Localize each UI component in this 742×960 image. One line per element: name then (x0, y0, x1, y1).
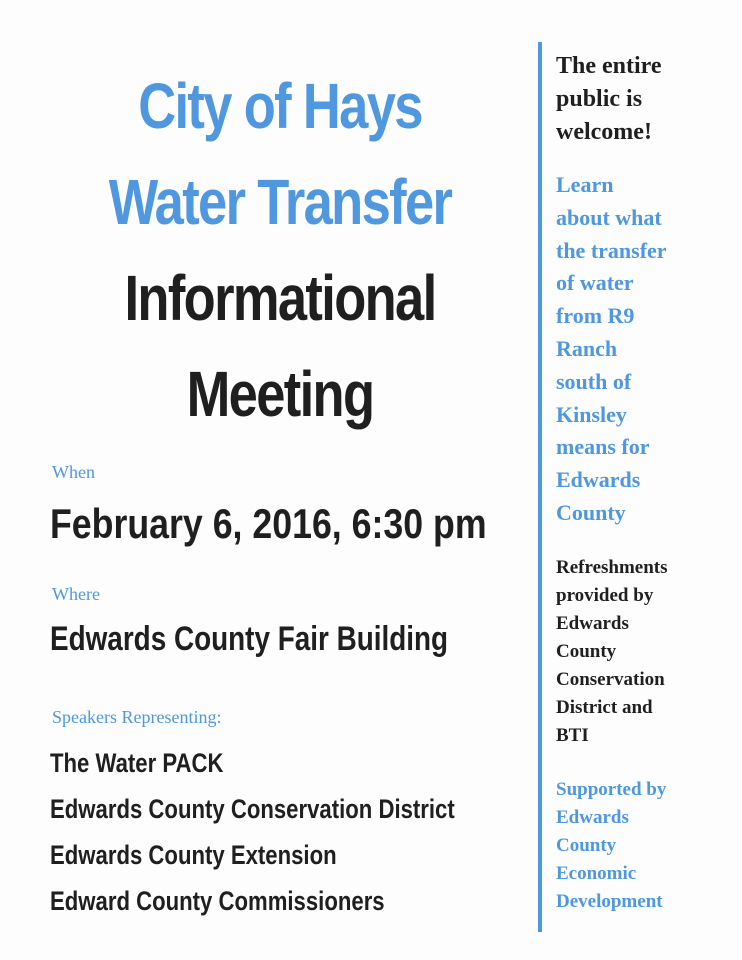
supported-line: County (556, 834, 617, 856)
learn-line: south of (556, 368, 632, 394)
speaker-item: The Water PACK (50, 748, 224, 778)
refreshments-line: County (556, 640, 617, 662)
welcome-line: welcome! (556, 119, 652, 145)
where-label: Where (52, 584, 100, 604)
refreshments-line: Edwards (556, 612, 629, 634)
learn-line: County (556, 499, 626, 525)
title-line-meeting: Meeting (186, 358, 374, 430)
learn-message (556, 169, 736, 530)
supported-line: Development (556, 890, 663, 912)
speaker-item: Edward County Commissioners (50, 886, 385, 916)
speakers-label: Speakers Representing: (52, 707, 222, 727)
learn-line: Kinsley (556, 401, 627, 427)
learn-line: means for (556, 434, 650, 460)
refreshments-line: provided by (556, 584, 654, 606)
sidebar (556, 50, 736, 916)
supported-by-note (556, 776, 736, 916)
learn-line: Ranch (556, 335, 618, 361)
meeting-location: Edwards County Fair Building (50, 620, 449, 658)
learn-line: Edwards (556, 467, 641, 493)
learn-line: the transfer (556, 237, 667, 263)
refreshments-line: Conservation (556, 668, 665, 690)
supported-line: Economic (556, 862, 637, 884)
meeting-date: February 6, 2016, 6:30 pm (50, 500, 487, 547)
supported-line: Edwards (556, 806, 629, 828)
speaker-item: Edwards County Conservation District (50, 794, 455, 824)
refreshments-note (556, 554, 736, 750)
column-divider (538, 42, 542, 932)
refreshments-line: Refreshments (556, 556, 668, 578)
flyer-title (20, 58, 540, 442)
title-line-informational: Informational (124, 262, 436, 334)
welcome-line: public is (556, 86, 643, 112)
learn-line: Learn (556, 172, 614, 197)
learn-line: about what (556, 204, 662, 230)
when-label: When (52, 462, 95, 482)
speakers-list (50, 740, 544, 924)
refreshments-line: District and (556, 696, 653, 718)
welcome-message (556, 50, 736, 149)
welcome-line: The entire (556, 53, 662, 79)
learn-line: from R9 (556, 303, 635, 329)
title-line-water-transfer: Water Transfer (108, 166, 452, 238)
speaker-item: Edwards County Extension (50, 840, 337, 870)
learn-line: of water (556, 270, 634, 296)
title-line-city: City of Hays (138, 70, 422, 142)
refreshments-line: BTI (556, 724, 589, 746)
supported-line: Supported by (556, 778, 667, 800)
